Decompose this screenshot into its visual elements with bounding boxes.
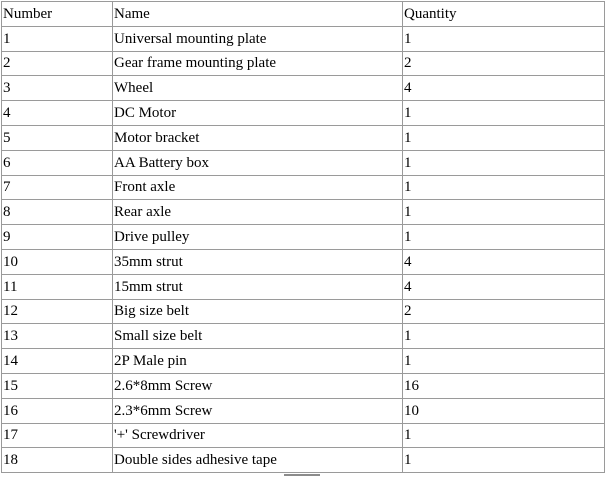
cell-number: 13 — [2, 324, 113, 349]
header-number: Number — [2, 2, 113, 27]
cell-number: 7 — [2, 175, 113, 200]
cell-name: Front axle — [113, 175, 403, 200]
table-row — [2, 249, 605, 274]
cell-number: 2 — [2, 51, 113, 76]
cell-quantity: 4 — [403, 249, 605, 274]
cell-quantity: 1 — [403, 150, 605, 175]
cell-number: 11 — [2, 274, 113, 299]
cell-quantity: 16 — [403, 373, 605, 398]
cell-number: 17 — [2, 423, 113, 448]
cell-number: 18 — [2, 448, 113, 473]
cell-quantity: 2 — [403, 299, 605, 324]
cell-name: 15mm strut — [113, 274, 403, 299]
table-row — [2, 373, 605, 398]
cell-name: 35mm strut — [113, 249, 403, 274]
table-row — [2, 51, 605, 76]
cell-name: Drive pulley — [113, 225, 403, 250]
cell-name: 2P Male pin — [113, 349, 403, 374]
cell-number: 15 — [2, 373, 113, 398]
cell-quantity: 1 — [403, 324, 605, 349]
cell-quantity: 1 — [403, 200, 605, 225]
cell-number: 6 — [2, 150, 113, 175]
table-row — [2, 448, 605, 473]
cell-number: 14 — [2, 349, 113, 374]
parts-table — [1, 1, 605, 473]
table-row — [2, 175, 605, 200]
table-row — [2, 423, 605, 448]
cell-number: 1 — [2, 26, 113, 51]
cell-quantity: 1 — [403, 26, 605, 51]
cell-number: 9 — [2, 225, 113, 250]
table-row — [2, 200, 605, 225]
cell-number: 4 — [2, 101, 113, 126]
cell-quantity: 1 — [403, 125, 605, 150]
cell-name: DC Motor — [113, 101, 403, 126]
table-row — [2, 398, 605, 423]
table-row — [2, 349, 605, 374]
cell-quantity: 10 — [403, 398, 605, 423]
cell-quantity: 1 — [403, 349, 605, 374]
header-name: Name — [113, 2, 403, 27]
cell-name: Small size belt — [113, 324, 403, 349]
cell-name: Big size belt — [113, 299, 403, 324]
cell-name: Double sides adhesive tape — [113, 448, 403, 473]
cell-quantity: 1 — [403, 423, 605, 448]
cell-number: 8 — [2, 200, 113, 225]
cell-name: '+' Screwdriver — [113, 423, 403, 448]
header-quantity: Quantity — [403, 2, 605, 27]
cell-quantity: 2 — [403, 51, 605, 76]
table-row — [2, 125, 605, 150]
cell-name: Wheel — [113, 76, 403, 101]
cell-name: 2.3*6mm Screw — [113, 398, 403, 423]
cell-name: AA Battery box — [113, 150, 403, 175]
cell-quantity: 4 — [403, 274, 605, 299]
scroll-indicator — [284, 474, 320, 476]
cell-number: 12 — [2, 299, 113, 324]
cell-quantity: 1 — [403, 448, 605, 473]
table-row — [2, 150, 605, 175]
table-row — [2, 299, 605, 324]
table-row — [2, 76, 605, 101]
cell-name: Gear frame mounting plate — [113, 51, 403, 76]
cell-number: 3 — [2, 76, 113, 101]
table-row — [2, 324, 605, 349]
table-row — [2, 274, 605, 299]
table-row — [2, 101, 605, 126]
cell-quantity: 1 — [403, 175, 605, 200]
cell-name: 2.6*8mm Screw — [113, 373, 403, 398]
table-row — [2, 225, 605, 250]
cell-quantity: 4 — [403, 76, 605, 101]
cell-quantity: 1 — [403, 225, 605, 250]
table-header-row — [2, 2, 605, 27]
cell-name: Motor bracket — [113, 125, 403, 150]
cell-number: 10 — [2, 249, 113, 274]
table-row — [2, 26, 605, 51]
cell-quantity: 1 — [403, 101, 605, 126]
cell-name: Universal mounting plate — [113, 26, 403, 51]
cell-number: 16 — [2, 398, 113, 423]
cell-number: 5 — [2, 125, 113, 150]
cell-name: Rear axle — [113, 200, 403, 225]
